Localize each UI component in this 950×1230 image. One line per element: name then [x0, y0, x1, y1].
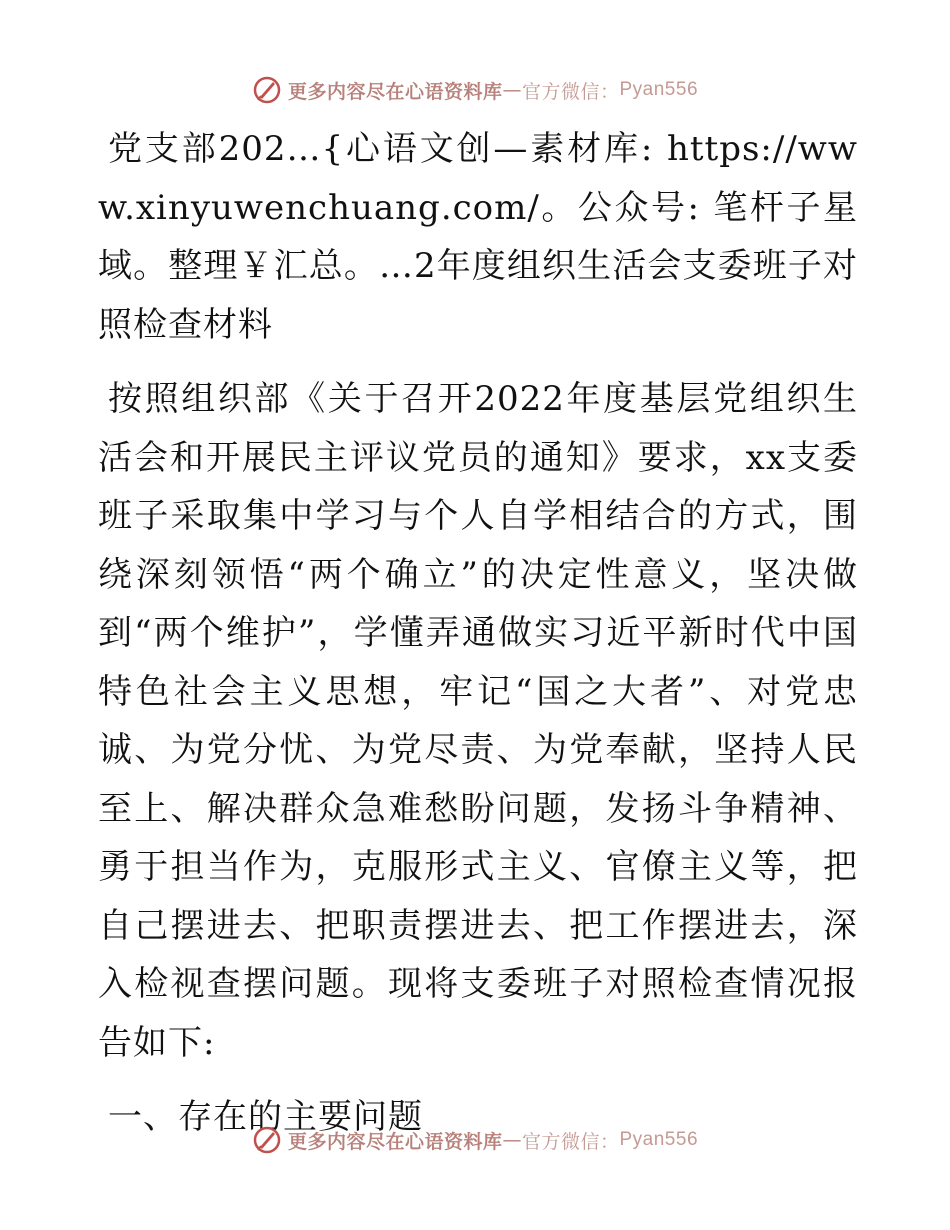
- document-title: 党支部202…{心语文创—素材库: https://www.xinyuwenchuang.com/。公众号: 笔杆子星域。整理￥汇总。…2年度组织生活会支委班子对照检查材料: [98, 129, 858, 345]
- watermark-wechat-label: 官方微信：: [521, 1130, 620, 1153]
- section-heading: 一、存在的主要问题: [108, 1097, 423, 1137]
- watermark-main-text: 更多内容尽在心语资料库: [287, 80, 503, 103]
- quill-logo-icon: [252, 75, 282, 105]
- footer-watermark: [0, 1120, 950, 1160]
- watermark-wechat-label: 官方微信：: [521, 80, 620, 103]
- watermark-main-text: 更多内容尽在心语资料库: [287, 1130, 503, 1153]
- watermark-separator: —: [502, 1129, 522, 1151]
- document-content: [98, 120, 858, 1147]
- body-paragraph: 按照组织部《关于召开2022年度基层党组织生活会和开展民主评议党员的通知》要求，xx支委班子采取集中学习与个人自学相结合的方式，围绕深刻领悟“两个确立”的决定性意义，坚决做到“两个维护”，学懂弄通做实习近平新时代中国特色社会主义思想，牢记“国之大者”、对党忠诚、为党分忧、为党尽责、为党奉献，坚持人民至上、解决群众急难愁盼问题，发扬斗争精神、勇于担当作为，克服形式主义、官僚主义等，把自己摆进去、把职责摆进去、把工作摆进去，深入检视查摆问题。现将支委班子对照检查情况报告如下:: [98, 379, 858, 1063]
- watermark-separator: —: [502, 79, 522, 101]
- header-watermark: [0, 70, 950, 110]
- watermark-wechat-id: Pyan556: [619, 79, 699, 100]
- quill-logo-icon: [252, 1125, 282, 1155]
- watermark-wechat-id: Pyan556: [619, 1129, 699, 1150]
